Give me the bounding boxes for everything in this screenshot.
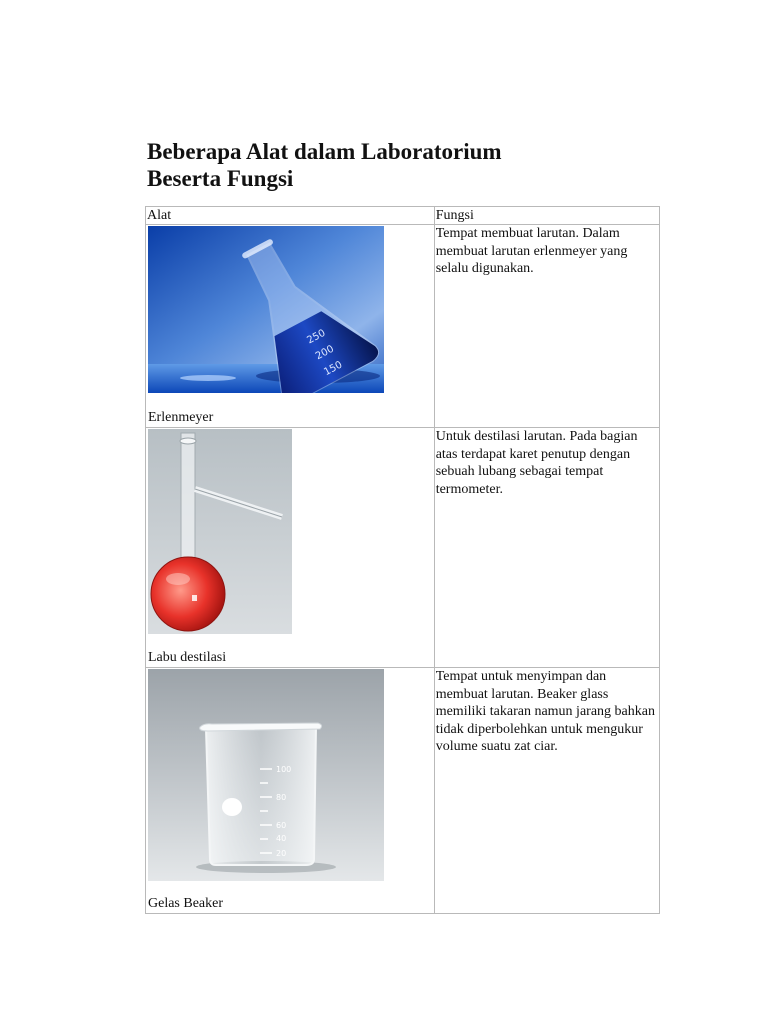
- erlenmeyer-image: [148, 226, 384, 393]
- function-cell: Tempat untuk menyimpan dan membuat larutan. Beaker glass memiliki takaran namun jarang bahkan tidak diperbolehkan untuk mengukur volume suatu zat ciar.: [434, 668, 659, 914]
- tool-cell: [146, 668, 435, 914]
- table-row: [146, 225, 660, 428]
- tool-cell: [146, 428, 435, 668]
- title-line-2: Beserta Fungsi: [147, 166, 294, 191]
- tool-cell: [146, 225, 435, 428]
- table-row: [146, 428, 660, 668]
- erlenmeyer-mark-2: 200: [313, 343, 336, 363]
- tool-name: Gelas Beaker: [148, 895, 224, 911]
- title-line-1: Beberapa Alat dalam Laboratorium: [147, 139, 502, 164]
- tool-name: Labu destilasi: [148, 649, 227, 665]
- beaker-mark-4: 40: [276, 834, 287, 843]
- beaker-mark-2: 80: [276, 793, 287, 802]
- erlenmeyer-mark-1: 250: [305, 327, 328, 347]
- beaker-mark-5: 20: [276, 849, 287, 858]
- page-title: [147, 138, 502, 192]
- tool-name: Erlenmeyer: [148, 409, 214, 425]
- erlenmeyer-mark-3: 150: [322, 359, 345, 379]
- table-header-row: [146, 207, 660, 225]
- beaker-mark-1: 100: [276, 765, 292, 774]
- beaker-mark-3: 60: [276, 821, 287, 830]
- beaker-image: [148, 669, 384, 881]
- distillation-flask-image: [148, 429, 292, 634]
- function-cell: Tempat membuat larutan. Dalam membuat larutan erlenmeyer yang selalu digunakan.: [434, 225, 659, 428]
- header-fungsi: Fungsi: [434, 207, 659, 225]
- header-alat: Alat: [146, 207, 435, 225]
- function-cell: Untuk destilasi larutan. Pada bagian atas terdapat karet penutup dengan sebuah lubang sebagai tempat termometer.: [434, 428, 659, 668]
- table-row: [146, 668, 660, 914]
- tools-table: [145, 206, 660, 914]
